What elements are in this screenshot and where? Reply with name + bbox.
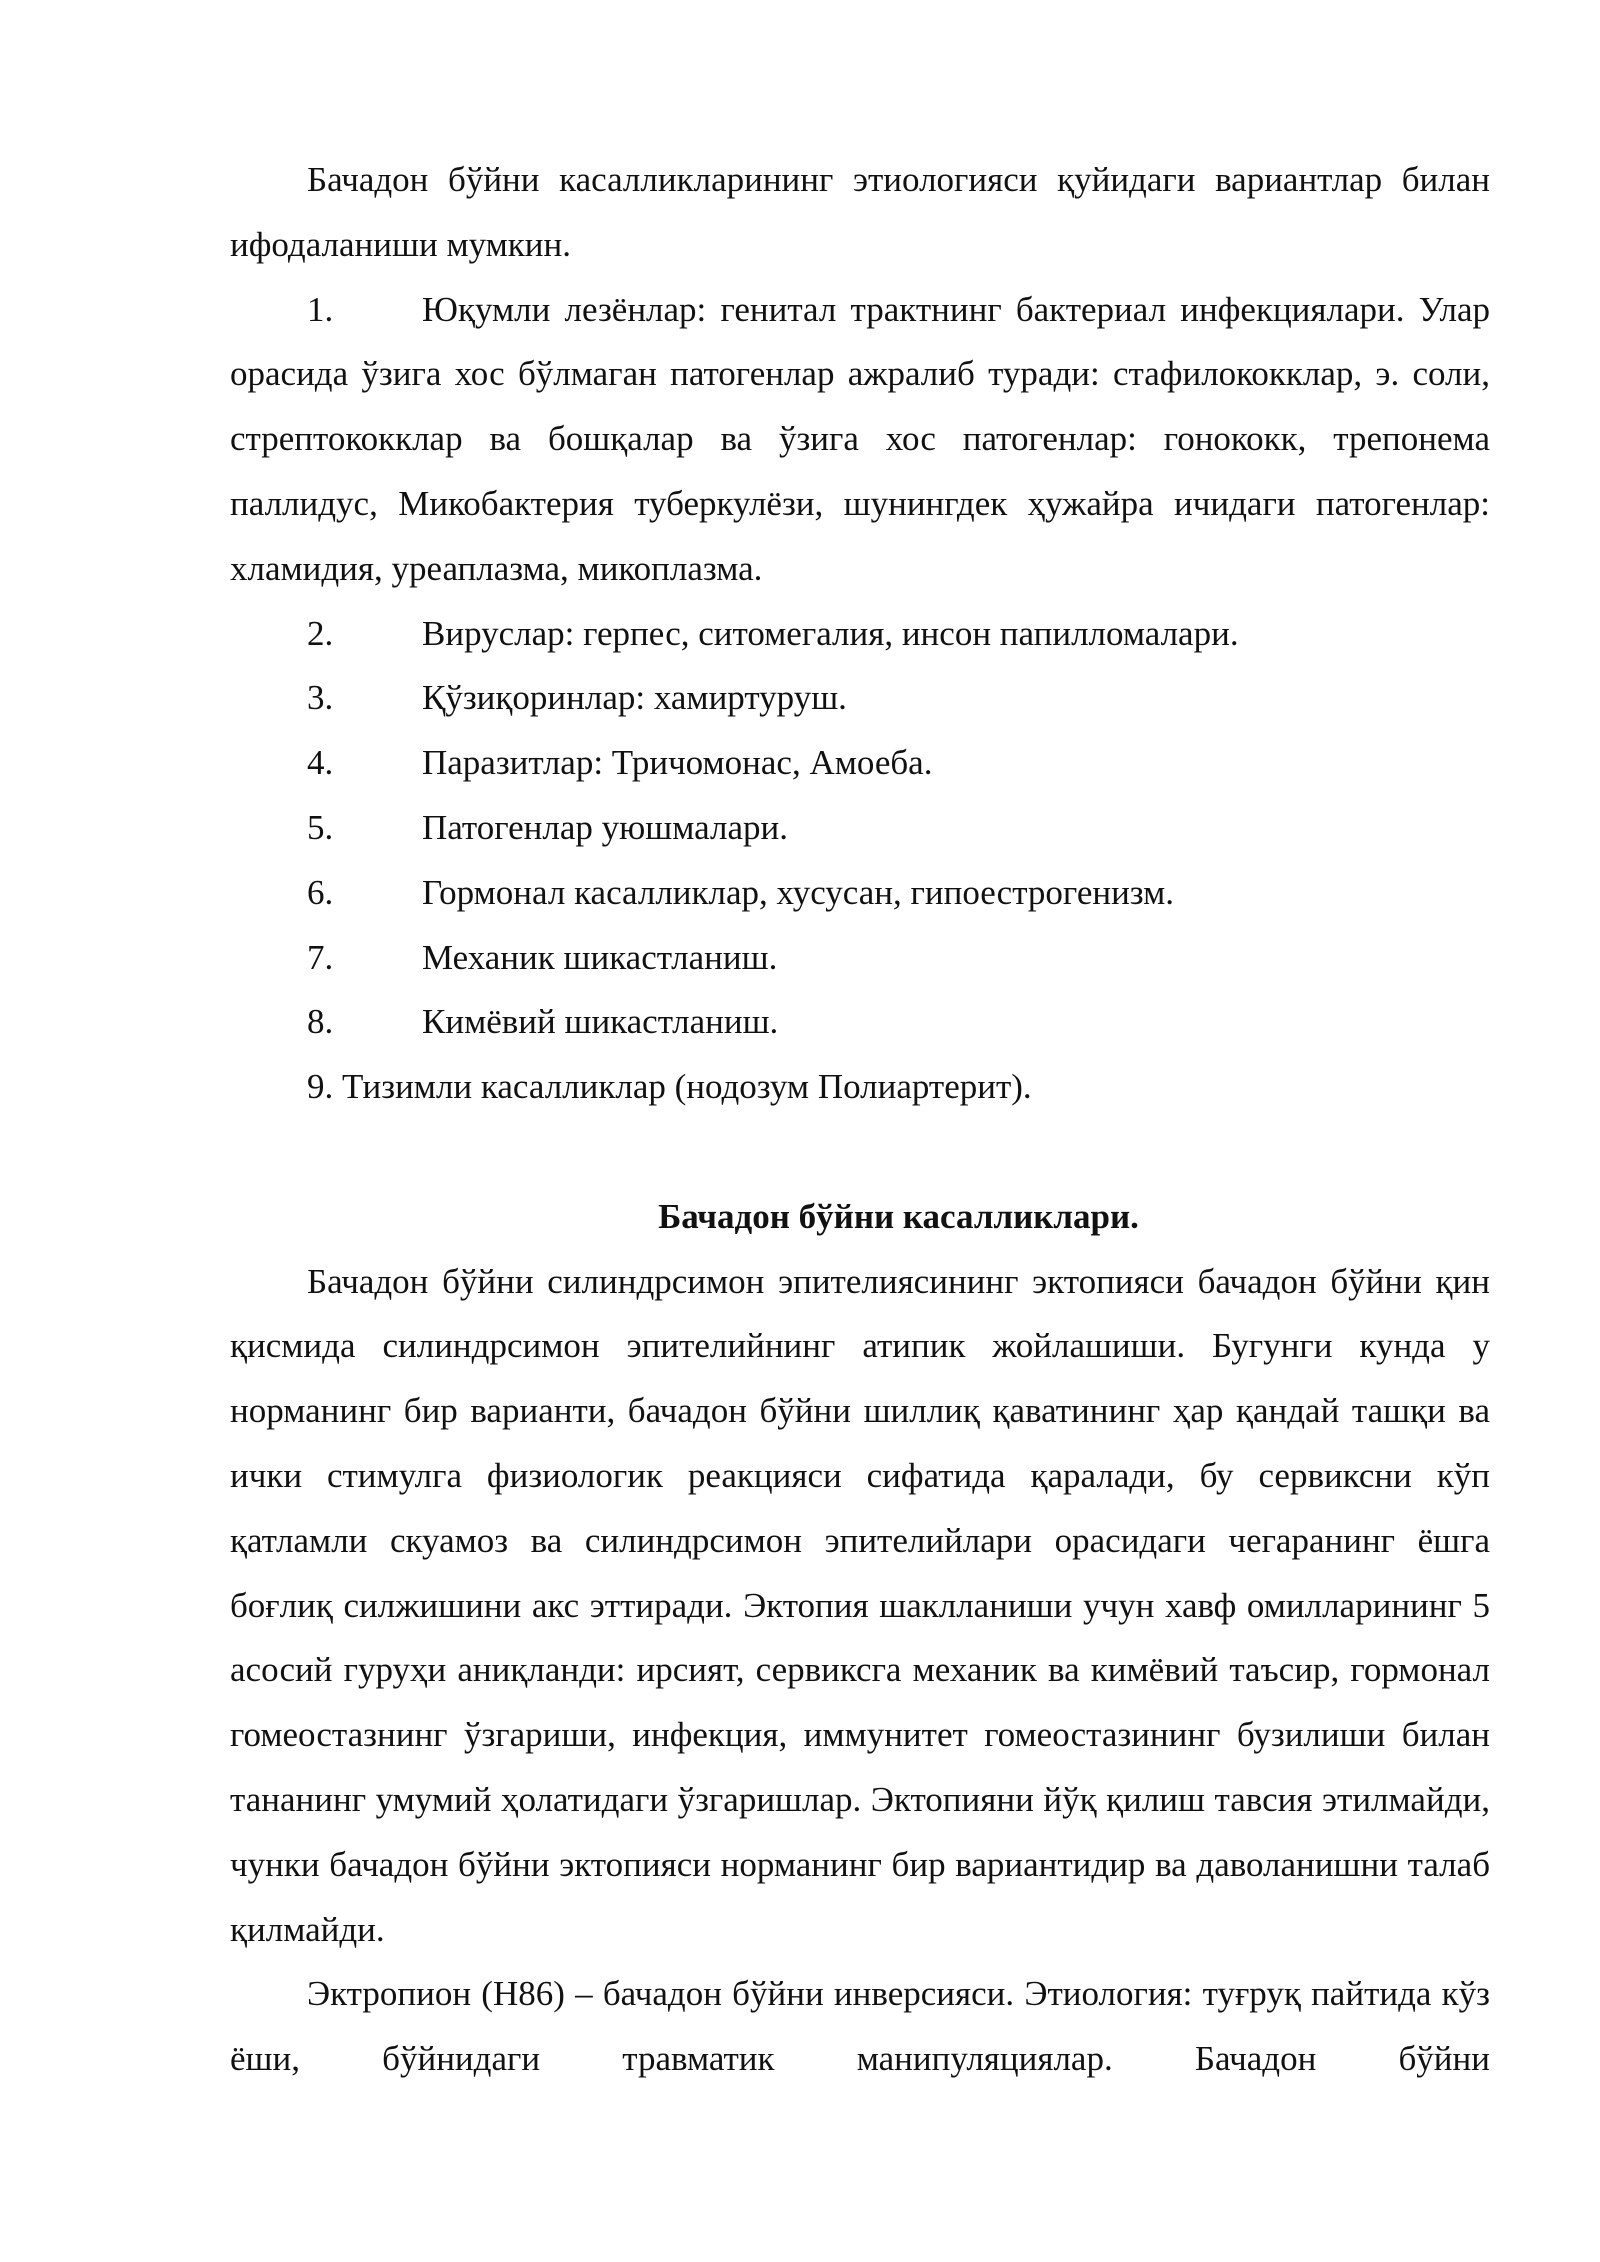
list-item-text: Вируслар: герпес, ситомегалия, инсон папилломалари.: [422, 613, 1239, 653]
blank-line: [230, 1120, 1490, 1185]
list-item-text: Гормонал касалликлар, хусусан, гипоестрогенизм.: [422, 872, 1175, 912]
body-paragraph-ectropion: Эктропион (Н86) – бачадон бўйни инверсияси. Этиология: туғруқ пайтида кўз ёши, бўйнидаги травматик манипуляциялар. Бачадон бўйни: [230, 1974, 1490, 2079]
list-item-number: 3.: [307, 678, 334, 718]
list-item-number: 4.: [307, 743, 334, 783]
list-item-text: Паразитлар: Тричомонас, Амоеба.: [422, 743, 933, 783]
list-item-number: 7.: [307, 937, 334, 977]
section-heading: Бачадон бўйни касалликлари.: [658, 1196, 1139, 1236]
list-item-number: 1.: [307, 289, 334, 329]
list-item-text: Механик шикастланиш.: [422, 937, 778, 977]
list-item-number: 6.: [307, 872, 334, 912]
list-item-text: Патогенлар уюшмалари.: [422, 807, 788, 847]
list-item-number: 8.: [307, 1002, 334, 1042]
list-item-5: [230, 796, 1490, 861]
list-item-3: [230, 666, 1490, 731]
list-item-4: [230, 731, 1490, 796]
list-item-1: [230, 278, 1490, 602]
list-item-9: 9. Тизимли касалликлар (нодозум Полиартерит).: [307, 1067, 1032, 1107]
list-item-7: [230, 926, 1490, 991]
list-item-text: Кимёвий шикастланиш.: [422, 1002, 779, 1042]
list-item-number: 5.: [307, 807, 334, 847]
list-item-text: Қўзиқоринлар: хамиртуруш.: [422, 678, 847, 718]
list-item-2: [230, 602, 1490, 667]
list-item-text: Юқумли лезёнлар: генитал трактнинг бактериал инфекциялари. Улар орасида ўзига хос бўлмаган патогенлар ажралиб туради: стафилококклар, э. соли, стрептококклар ва бошқалар ва ўзига хос патогенлар: гонококк, трепонема паллидус, Микобактерия туберкулёзи, шунингдек ҳужайра ичидаги патогенлар: хламидия, уреаплазма, микоплазма.: [230, 289, 1490, 588]
document-page: [230, 148, 1490, 2092]
list-item-8: [230, 990, 1490, 1055]
body-paragraph-ectopia: Бачадон бўйни силиндрсимон эпителиясининг эктопияси бачадон бўйни қин қисмида силиндрсимон эпителийнинг атипик жойлашиши. Бугунги кунда у норманинг бир варианти, бачадон бўйни шиллиқ қаватининг ҳар қандай ташқи ва ички стимулга физиологик реакцияси сифатида қаралади, бу сервиксни кўп қатламли скуамоз ва силиндрсимон эпителийлари орасидаги чегаранинг ёшга боғлиқ силжишини акс эттиради. Эктопия шаклланиши учун хавф омилларининг 5 асосий гуруҳи аниқланди: ирсият, сервиксга механик ва кимёвий таъсир, гормонал гомеостазнинг ўзгариши, инфекция, иммунитет гомеостазининг бузилиши билан тананинг умумий ҳолатидаги ўзгаришлар. Эктопияни йўқ қилиш тавсия этилмайди, чунки бачадон бўйни эктопияси норманинг бир вариантидир ва даволанишни талаб қилмайди.: [230, 1261, 1490, 1949]
intro-paragraph: Бачадон бўйни касалликларининг этиологияси қуйидаги вариантлар билан ифодаланиши мумкин.: [230, 160, 1490, 264]
list-item-6: [230, 861, 1490, 926]
list-item-number: 2.: [307, 613, 334, 653]
